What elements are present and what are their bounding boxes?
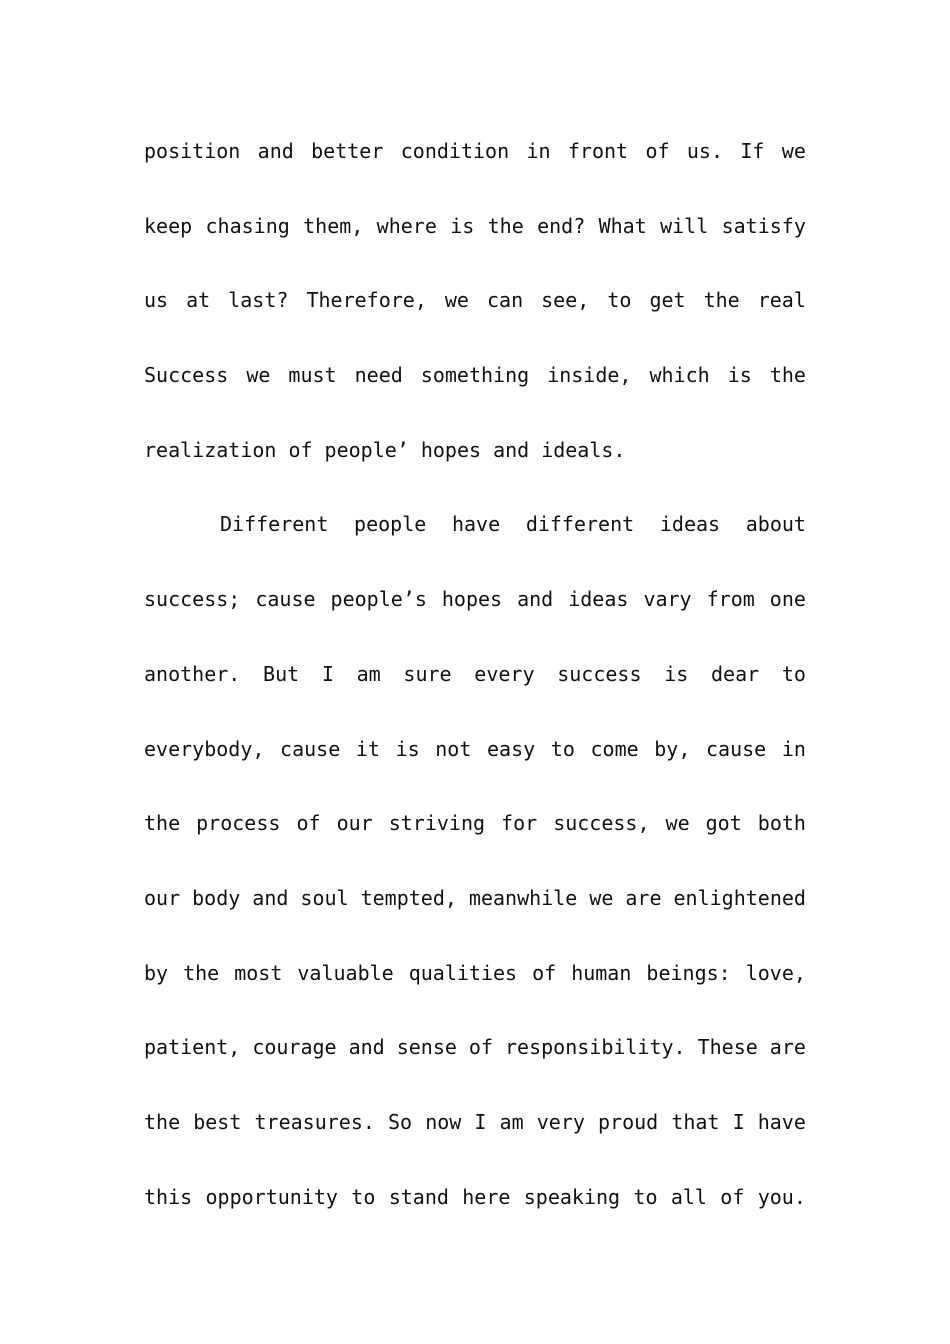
word: But (263, 661, 300, 686)
word: at (186, 288, 211, 313)
word: us (144, 288, 169, 313)
word: need (354, 363, 403, 388)
word: of (296, 811, 321, 836)
word: chasing (205, 213, 290, 238)
word: to (781, 661, 806, 686)
word: we (444, 288, 469, 313)
word: soul (300, 885, 349, 910)
word: are (625, 885, 662, 910)
word: the (487, 213, 524, 238)
word: dear (711, 661, 760, 686)
word: very (536, 1109, 585, 1134)
word: patient, (144, 1035, 241, 1060)
word: is (395, 736, 420, 761)
word: cause (255, 587, 316, 612)
word: about (745, 512, 806, 537)
paragraph-2-line-3 (144, 637, 806, 712)
word: the (703, 288, 740, 313)
word: hopes (420, 437, 482, 462)
word: people (354, 512, 427, 537)
word: and (493, 437, 530, 462)
word: we (665, 811, 690, 836)
word: to (550, 736, 575, 761)
word: the (144, 811, 181, 836)
word: and (348, 1035, 385, 1060)
word: us. (686, 139, 724, 163)
word: Different (220, 512, 329, 537)
body-text (144, 114, 806, 1234)
word: of (288, 437, 313, 462)
word: and (257, 139, 294, 163)
word: all (670, 1184, 707, 1209)
word: for (501, 811, 538, 836)
word: is (450, 213, 475, 238)
word: in (526, 139, 551, 163)
word: body (192, 885, 241, 910)
word: What (598, 213, 647, 238)
word: which (649, 363, 710, 388)
word: responsibility. (504, 1035, 686, 1060)
word: one (769, 587, 806, 612)
word: speaking (523, 1184, 621, 1209)
word: human (571, 960, 632, 985)
word: of (720, 1184, 745, 1209)
word: am (356, 661, 381, 686)
word: sense (396, 1035, 457, 1060)
word: am (499, 1109, 524, 1134)
paragraph-2-line-7 (144, 936, 806, 1011)
paragraph-2-line-4 (144, 712, 806, 787)
word: is (664, 661, 689, 686)
word: These (697, 1035, 758, 1060)
word: inside, (547, 363, 632, 388)
word: another. (144, 661, 241, 686)
word: Success (144, 363, 229, 388)
word: tempted, (360, 885, 457, 910)
word: stand (388, 1184, 449, 1209)
paragraph-1-line-4 (144, 338, 806, 413)
word: valuable (297, 960, 394, 985)
word: not (435, 736, 472, 761)
paragraph-2-line-6 (144, 861, 806, 936)
word: realization (144, 437, 277, 462)
word: sure (403, 661, 452, 686)
word: treasures. (254, 1109, 375, 1134)
word: front (567, 139, 629, 163)
word: both (757, 811, 806, 836)
word: real (757, 288, 806, 313)
paragraph-1-line-5 (144, 413, 806, 488)
word: meanwhile (468, 885, 578, 910)
word: it (355, 736, 380, 761)
word: qualities (408, 960, 518, 985)
word: end? (537, 213, 586, 238)
word: condition (400, 139, 510, 163)
word: got (705, 811, 742, 836)
word: hopes (441, 587, 503, 612)
paragraph-1-line-3 (144, 263, 806, 338)
word: you. (757, 1184, 806, 1209)
word: I (474, 1109, 487, 1134)
word: and (517, 587, 554, 612)
word: striving (388, 811, 486, 836)
word: beings: (646, 960, 731, 985)
word: Therefore, (306, 288, 427, 313)
word: is (727, 363, 752, 388)
word: ideas (568, 587, 629, 612)
word: to (607, 288, 632, 313)
word: success; (144, 587, 241, 612)
word: and (252, 885, 289, 910)
paragraph-1-line-1 (144, 114, 806, 189)
word: we (781, 139, 806, 163)
word: come (590, 736, 639, 761)
word: last? (228, 288, 289, 313)
word: in (781, 736, 806, 761)
word: by (144, 960, 169, 985)
word: have (451, 512, 501, 537)
word: If (740, 139, 765, 163)
word: of (468, 1035, 493, 1060)
word: every (474, 661, 535, 686)
word: this (144, 1184, 193, 1209)
word: where (376, 213, 437, 238)
word: I (732, 1109, 745, 1134)
word: get (649, 288, 686, 313)
word: something (420, 363, 530, 388)
word: them, (303, 213, 364, 238)
paragraph-2-line-1 (144, 487, 806, 562)
word: our (336, 811, 373, 836)
word: So (388, 1109, 413, 1134)
word: to (351, 1184, 376, 1209)
paragraph-2-line-10 (144, 1160, 806, 1235)
word: love, (745, 960, 806, 985)
word: of (645, 139, 670, 163)
word: see, (541, 288, 590, 313)
word: to (633, 1184, 658, 1209)
paragraph-2-line-5 (144, 786, 806, 861)
word: process (196, 811, 281, 836)
word: are (769, 1035, 806, 1060)
paragraph-1-line-2 (144, 189, 806, 264)
word: vary (643, 587, 692, 612)
word: here (462, 1184, 511, 1209)
word: ideas (659, 512, 721, 537)
word: courage (252, 1035, 337, 1060)
word: better (311, 139, 384, 163)
paragraph-2-line-9 (144, 1085, 806, 1160)
word: we (246, 363, 271, 388)
word: the (183, 960, 220, 985)
word: from (706, 587, 755, 612)
word: now (425, 1109, 462, 1134)
word: different (525, 512, 635, 537)
paragraph-2-line-2 (144, 562, 806, 637)
word: that (671, 1109, 720, 1134)
word: proud (598, 1109, 659, 1134)
word: people’ (324, 437, 409, 462)
word: I (321, 661, 334, 686)
word: cause (706, 736, 767, 761)
word: opportunity (205, 1184, 338, 1209)
word: the (144, 1109, 181, 1134)
word: have (757, 1109, 806, 1134)
word: position (144, 139, 241, 163)
word: the (769, 363, 806, 388)
word: people’s (330, 587, 427, 612)
word: of (532, 960, 557, 985)
word: success, (553, 811, 650, 836)
word: success (557, 661, 642, 686)
word: by, (654, 736, 691, 761)
word: ideals. (541, 437, 626, 462)
word: must (288, 363, 337, 388)
word: keep (144, 213, 193, 238)
word: best (193, 1109, 242, 1134)
word: most (234, 960, 283, 985)
word: we (589, 885, 614, 910)
word: everybody, (144, 736, 265, 761)
word: easy (487, 736, 536, 761)
paragraph-2-line-8 (144, 1010, 806, 1085)
word: our (144, 885, 181, 910)
word: satisfy (721, 213, 806, 238)
word: will (660, 213, 709, 238)
word: enlightened (673, 885, 806, 910)
word: can (487, 288, 524, 313)
word: cause (280, 736, 341, 761)
